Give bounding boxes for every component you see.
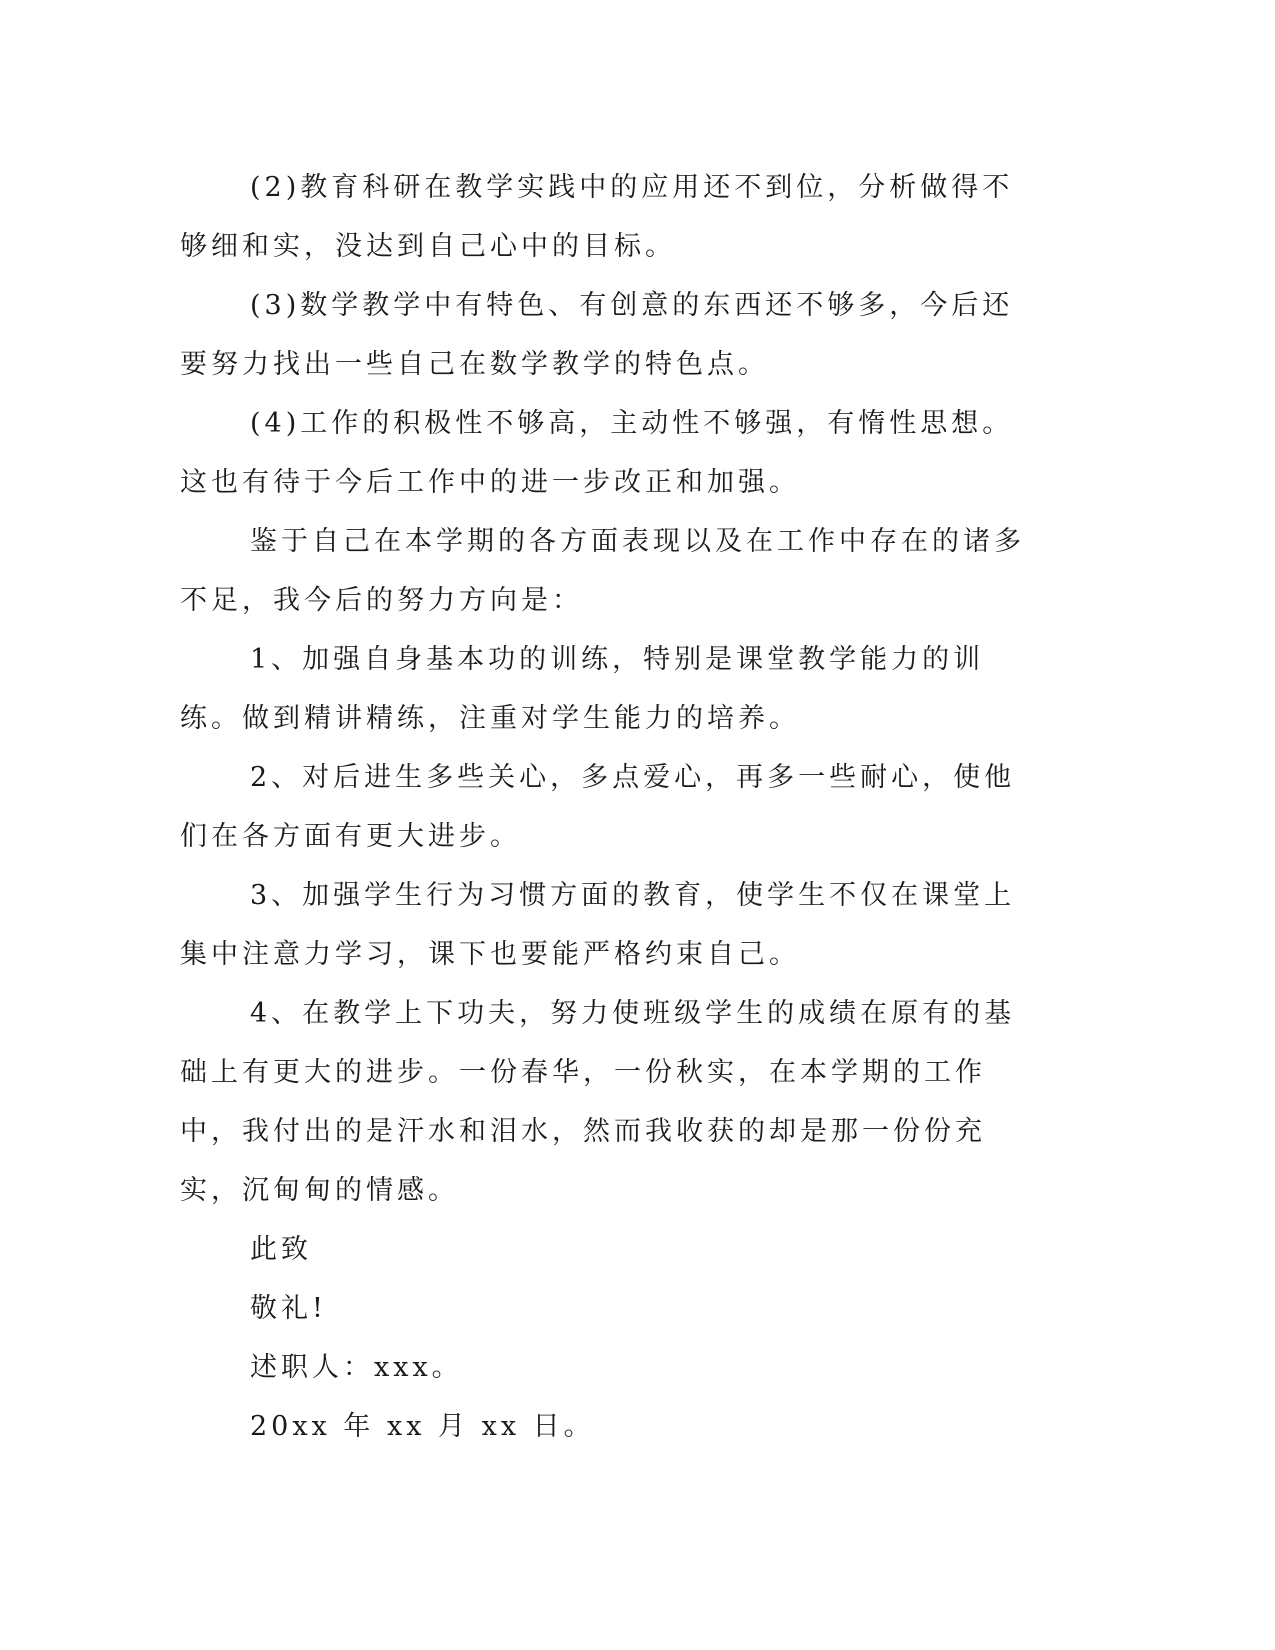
- paragraph-4: (4)工作的积极性不够高，主动性不够强，有惰性思想。这也有待于今后工作中的进一步改正和加强。: [180, 408, 1014, 498]
- paragraph-direction-intro: 鉴于自己在本学期的各方面表现以及在工作中存在的诸多不足，我今后的努力方向是：: [180, 526, 1025, 616]
- document-body: [180, 158, 1040, 1456]
- paragraph-item-3: 3、加强学生行为习惯方面的教育，使学生不仅在课堂上集中注意力学习，课下也要能严格约束自己。: [180, 880, 1016, 970]
- signer-line: 述职人：xxx。: [250, 1352, 463, 1383]
- paragraph-2: (2)教育科研在教学实践中的应用还不到位，分析做得不够细和实，没达到自己心中的目标。: [180, 172, 1014, 262]
- closing-salutation-2: 敬礼!: [250, 1293, 327, 1324]
- paragraph-3: (3)数学教学中有特色、有创意的东西还不够多，今后还要努力找出一些自己在数学教学的特色点。: [180, 290, 1014, 380]
- date-line: 20xx 年 xx 月 xx 日。: [250, 1411, 595, 1442]
- paragraph-item-1: 1、加强自身基本功的训练，特别是课堂教学能力的训练。做到精讲精练，注重对学生能力的培养。: [180, 644, 985, 734]
- paragraph-item-4: 4、在教学上下功夫，努力使班级学生的成绩在原有的基础上有更大的进步。一份春华，一份秋实，在本学期的工作中，我付出的是汗水和泪水，然而我收获的却是那一份份充实，沉甸甸的情感。: [180, 998, 1016, 1206]
- paragraph-item-2: 2、对后进生多些关心，多点爱心，再多一些耐心，使他们在各方面有更大进步。: [180, 762, 1016, 852]
- closing-salutation-1: 此致: [250, 1234, 312, 1265]
